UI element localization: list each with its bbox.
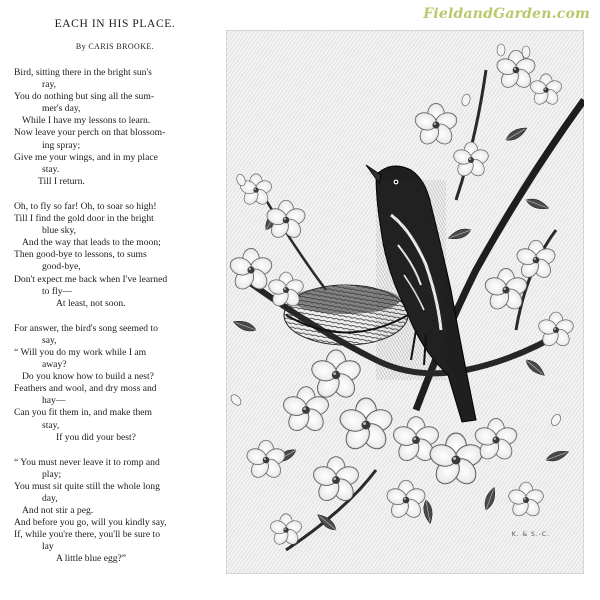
poem-line: play; [42, 468, 62, 480]
artist-signature: K. & S.-C. [511, 531, 550, 538]
poem-line: You do nothing but sing all the sum- [14, 91, 155, 103]
poem-title: EACH IN HIS PLACE. [54, 18, 176, 30]
stanza [14, 201, 210, 310]
poem-line: Feathers and wool, and dry moss and [14, 383, 157, 395]
poem-line: blue sky, [42, 225, 77, 237]
poem-line: If, while you're there, you'll be sure to [14, 529, 160, 541]
poem-line: mer's day, [42, 103, 81, 115]
poem-line: ing spray; [42, 139, 81, 151]
poem-line: A little blue egg?” [56, 553, 127, 565]
poem-line: Till I return. [38, 175, 85, 187]
poem-line: “ Will you do my work while I am [14, 346, 147, 358]
poem-line: Bird, sitting there in the bright sun's [14, 67, 152, 78]
poem-body [14, 67, 210, 566]
poem-line: You must sit quite still the whole long [14, 480, 160, 492]
poem-line: lay [42, 541, 54, 553]
poem-line: stay, [42, 419, 60, 431]
poem-line: If you did your best? [56, 431, 136, 443]
poem-line: Do you know how to build a nest? [22, 371, 154, 383]
poem-line: hay— [42, 395, 66, 407]
poem-line: say, [42, 334, 57, 346]
poem-column [14, 18, 210, 566]
poem-line: away? [42, 359, 67, 371]
site-watermark: FieldandGarden.com [423, 6, 590, 22]
poem-line: For answer, the bird's song seemed to [14, 322, 158, 334]
poem-line: day, [42, 493, 58, 504]
stanza [14, 67, 210, 188]
poem-line: Can you fit them in, and make them [14, 407, 153, 419]
poem-line: Give me your wings, and in my place [14, 151, 158, 163]
bird-nest-engraving [226, 30, 584, 574]
poem-line: While I have my lessons to learn. [22, 115, 151, 127]
engraving-svg [226, 30, 584, 574]
poem-line: good-bye, [42, 261, 81, 273]
poem-line: “ You must never leave it to romp and [14, 456, 160, 468]
poem-line: Till I find the gold door in the bright [14, 213, 154, 225]
poem-line: to fly— [42, 285, 73, 297]
poem-line: And the way that leads to the moon; [22, 237, 161, 249]
poem-line: And not stir a peg. [22, 505, 94, 517]
poem-line: Then good-bye to lessons, to sums [14, 249, 147, 261]
poem-byline: By CARIS BROOKE. [75, 42, 155, 51]
poem-line: Don't expect me back when I've learned [14, 273, 168, 285]
poem-line: And before you go, will you kindly say, [14, 517, 167, 529]
poem-line: Now leave your perch on that blossom- [14, 127, 166, 139]
poem-line: Oh, to fly so far! Oh, to soar so high! [14, 200, 157, 212]
poem-line: stay. [42, 163, 60, 175]
stanza [14, 457, 210, 566]
poem-line: At least, not soon. [56, 297, 126, 309]
stanza [14, 323, 210, 444]
poem-line: ray, [42, 79, 57, 91]
